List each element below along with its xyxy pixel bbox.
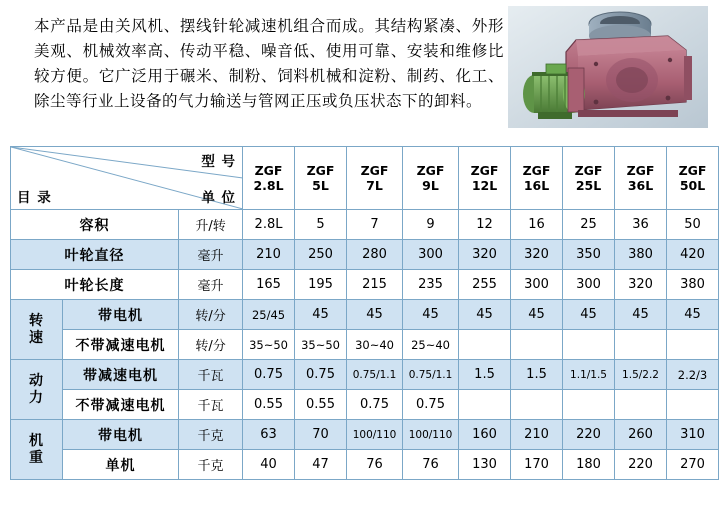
group-label-speed: 转 速: [11, 300, 63, 360]
cell: 25/45: [243, 300, 295, 330]
cell: 45: [347, 300, 403, 330]
model-name-line1: ZGF: [360, 163, 389, 178]
cell: 63: [243, 420, 295, 450]
cell: [459, 330, 511, 360]
cell: 45: [563, 300, 615, 330]
cell: 45: [511, 300, 563, 330]
cell: [563, 390, 615, 420]
cell: 300: [511, 270, 563, 300]
cell: 165: [243, 270, 295, 300]
intro-text: 本产品是由关风机、摆线针轮减速机组合而成。其结构紧凑、外形美观、机械效率高、传动平稳、噪音低、使用可靠、安装和维修比较方便。它广泛用于碾米、制粉、饲料机械和淀粉、制药、化工、除尘等行业上设备的气力输送与管网正压或负压状态下的卸料。: [34, 17, 504, 110]
model-name-line2: 36L: [627, 178, 654, 193]
table-row: [11, 390, 719, 420]
cell: 45: [615, 300, 667, 330]
cell: 30~40: [347, 330, 403, 360]
cell: 210: [511, 420, 563, 450]
model-col-5: [459, 147, 511, 210]
header-unit-label: 单 位: [201, 190, 237, 206]
cell: 25~40: [403, 330, 459, 360]
cell: 270: [667, 450, 719, 480]
cell: 195: [295, 270, 347, 300]
table-row: [11, 210, 719, 240]
spec-table-wrapper: [10, 146, 710, 480]
cell: 47: [295, 450, 347, 480]
model-name-line1: ZGF: [678, 163, 707, 178]
table-row: [11, 270, 719, 300]
model-name-line1: ZGF: [574, 163, 603, 178]
cell: 0.75: [295, 360, 347, 390]
cell: 45: [459, 300, 511, 330]
cell: 220: [563, 420, 615, 450]
cell: 2.8L: [243, 210, 295, 240]
header-model-label: 型 号: [201, 154, 237, 170]
cell: 0.75: [243, 360, 295, 390]
model-col-6: [511, 147, 563, 210]
table-header-row: [11, 147, 719, 210]
cell: 0.55: [243, 390, 295, 420]
row-name: 带电机: [63, 420, 179, 450]
cell: 380: [615, 240, 667, 270]
cell: 100/110: [403, 420, 459, 450]
cell: 5: [295, 210, 347, 240]
cell: 350: [563, 240, 615, 270]
cell: 7: [347, 210, 403, 240]
table-row: [11, 360, 719, 390]
cell: 16: [511, 210, 563, 240]
model-col-1: [243, 147, 295, 210]
cell: [667, 330, 719, 360]
intro-paragraph: [34, 14, 504, 114]
cell: 1.1/1.5: [563, 360, 615, 390]
model-col-9: [667, 147, 719, 210]
cell: [667, 390, 719, 420]
cell: [615, 390, 667, 420]
cell: 300: [563, 270, 615, 300]
cell: 280: [347, 240, 403, 270]
cell: 1.5: [511, 360, 563, 390]
cell: 35~50: [295, 330, 347, 360]
cell: 45: [295, 300, 347, 330]
cell: 255: [459, 270, 511, 300]
model-name-line1: ZGF: [416, 163, 445, 178]
cell: 170: [511, 450, 563, 480]
model-name-line2: 50L: [679, 178, 706, 193]
group-label-weight: 机 重: [11, 420, 63, 480]
cell: 50: [667, 210, 719, 240]
model-name-line2: 2.8L: [253, 178, 284, 193]
cell: 260: [615, 420, 667, 450]
cell: [563, 330, 615, 360]
cell: 420: [667, 240, 719, 270]
model-name-line2: 7L: [366, 178, 383, 193]
model-name-line1: ZGF: [470, 163, 499, 178]
cell: 12: [459, 210, 511, 240]
model-name-line2: 5L: [312, 178, 329, 193]
cell: [511, 390, 563, 420]
cell: 1.5: [459, 360, 511, 390]
table-row: [11, 300, 719, 330]
model-name-line1: ZGF: [626, 163, 655, 178]
cell: 310: [667, 420, 719, 450]
table-row: [11, 330, 719, 360]
product-photo: [508, 6, 708, 128]
model-name-line2: 9L: [422, 178, 439, 193]
group-label-power: 动 力: [11, 360, 63, 420]
model-name-line1: ZGF: [254, 163, 283, 178]
cell: [459, 390, 511, 420]
cell: 320: [615, 270, 667, 300]
cell: 210: [243, 240, 295, 270]
spec-table: [10, 146, 719, 480]
row-unit: 升/转: [179, 210, 243, 240]
cell: 160: [459, 420, 511, 450]
cell: 100/110: [347, 420, 403, 450]
row-name: 容积: [11, 210, 179, 240]
table-row: [11, 240, 719, 270]
model-col-7: [563, 147, 615, 210]
model-col-4: [403, 147, 459, 210]
row-name: 带电机: [63, 300, 179, 330]
model-name-line2: 25L: [575, 178, 602, 193]
cell: 250: [295, 240, 347, 270]
row-name: 单机: [63, 450, 179, 480]
cell: 76: [347, 450, 403, 480]
table-row: [11, 450, 719, 480]
cell: 215: [347, 270, 403, 300]
row-name: 不带减速电机: [63, 330, 179, 360]
cell: 0.75: [347, 390, 403, 420]
row-name: 叶轮长度: [11, 270, 179, 300]
cell: 36: [615, 210, 667, 240]
cell: 0.75: [403, 390, 459, 420]
row-unit: 千瓦: [179, 360, 243, 390]
row-name: 带减速电机: [63, 360, 179, 390]
cell: 320: [511, 240, 563, 270]
cell: [511, 330, 563, 360]
cell: 2.2/3: [667, 360, 719, 390]
cell: 45: [403, 300, 459, 330]
row-unit: 千克: [179, 450, 243, 480]
cell: [615, 330, 667, 360]
cell: 0.55: [295, 390, 347, 420]
cell: 70: [295, 420, 347, 450]
cell: 1.5/2.2: [615, 360, 667, 390]
cell: 235: [403, 270, 459, 300]
cell: 300: [403, 240, 459, 270]
cell: 130: [459, 450, 511, 480]
cell: 0.75/1.1: [403, 360, 459, 390]
table-row: [11, 420, 719, 450]
cell: 25: [563, 210, 615, 240]
cell: 9: [403, 210, 459, 240]
row-unit: 千瓦: [179, 390, 243, 420]
cell: 40: [243, 450, 295, 480]
cell: 220: [615, 450, 667, 480]
header-corner-cell: [11, 147, 243, 210]
row-unit: 毫升: [179, 270, 243, 300]
row-name: 不带减速电机: [63, 390, 179, 420]
row-unit: 毫升: [179, 240, 243, 270]
cell: 320: [459, 240, 511, 270]
model-name-line2: 12L: [471, 178, 498, 193]
row-unit: 转/分: [179, 300, 243, 330]
model-name-line1: ZGF: [306, 163, 335, 178]
cell: 180: [563, 450, 615, 480]
model-col-8: [615, 147, 667, 210]
cell: 76: [403, 450, 459, 480]
model-col-3: [347, 147, 403, 210]
header-catalog-label: 目 录: [17, 190, 52, 206]
model-col-2: [295, 147, 347, 210]
row-name: 叶轮直径: [11, 240, 179, 270]
row-unit: 转/分: [179, 330, 243, 360]
row-unit: 千克: [179, 420, 243, 450]
cell: 380: [667, 270, 719, 300]
cell: 35~50: [243, 330, 295, 360]
cell: 45: [667, 300, 719, 330]
model-name-line1: ZGF: [522, 163, 551, 178]
cell: 0.75/1.1: [347, 360, 403, 390]
model-name-line2: 16L: [523, 178, 550, 193]
